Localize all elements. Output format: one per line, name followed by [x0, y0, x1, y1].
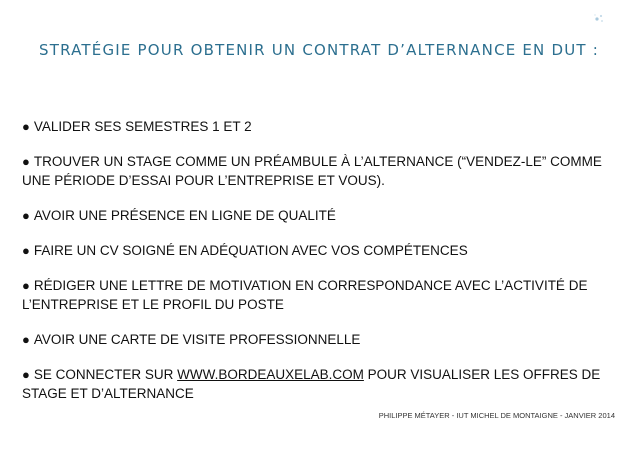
bullet-item-cover-letter	[22, 276, 602, 314]
bullet-item-online-presence	[22, 206, 602, 225]
bullet-text: VALIDER SES SEMESTRES 1 ET 2	[33, 119, 252, 134]
bullet-item-internship	[22, 152, 602, 190]
bullet-text: RÉDIGER UNE LETTRE DE MOTIVATION EN CORRESPONDANCE AVEC L’ACTIVITÉ DE L’ENTREPRISE ET LE PROFIL DU POSTE	[22, 278, 588, 312]
bullet-text-before: SE CONNECTER SUR	[33, 367, 178, 382]
website-link[interactable]: WWW.BORDEAUXELAB.COM	[177, 367, 364, 382]
slide-footer: PHILIPPE MÉTAYER - IUT MICHEL DE MONTAIGNE - JANVIER 2014	[378, 411, 615, 420]
bullet-dot-icon: ●	[22, 367, 30, 382]
bullet-item-cv	[22, 241, 602, 260]
bullet-text-after: POUR VISUALISER LES OFFRES DE STAGE ET D’ALTERNANCE	[22, 367, 601, 401]
bullet-text: AVOIR UNE CARTE DE VISITE PROFESSIONNELLE	[33, 332, 361, 347]
bullet-dot-icon: ●	[22, 208, 30, 223]
bullet-item-semesters	[22, 117, 602, 136]
bullet-dot-icon: ●	[22, 243, 30, 258]
bullet-text: FAIRE UN CV SOIGNÉ EN ADÉQUATION AVEC VOS COMPÉTENCES	[33, 243, 468, 258]
bullet-dot-icon: ●	[22, 332, 30, 347]
sparkle-icon	[591, 10, 607, 26]
bullet-dot-icon: ●	[22, 119, 30, 134]
bullet-list	[22, 117, 602, 419]
bullet-dot-icon: ●	[22, 278, 30, 293]
bullet-text: TROUVER UN STAGE COMME UN PRÉAMBULE À L’ALTERNANCE (“VENDEZ-LE” COMME UNE PÉRIODE D’ESSAI POUR L’ENTREPRISE ET VOUS).	[22, 154, 602, 188]
bullet-item-business-card	[22, 330, 602, 349]
bullet-item-connect	[22, 365, 602, 403]
bullet-text: AVOIR UNE PRÉSENCE EN LIGNE DE QUALITÉ	[33, 208, 336, 223]
slide-title: STRATÉGIE POUR OBTENIR UN CONTRAT D’ALTERNANCE EN DUT :	[39, 41, 599, 59]
bullet-dot-icon: ●	[22, 154, 30, 169]
